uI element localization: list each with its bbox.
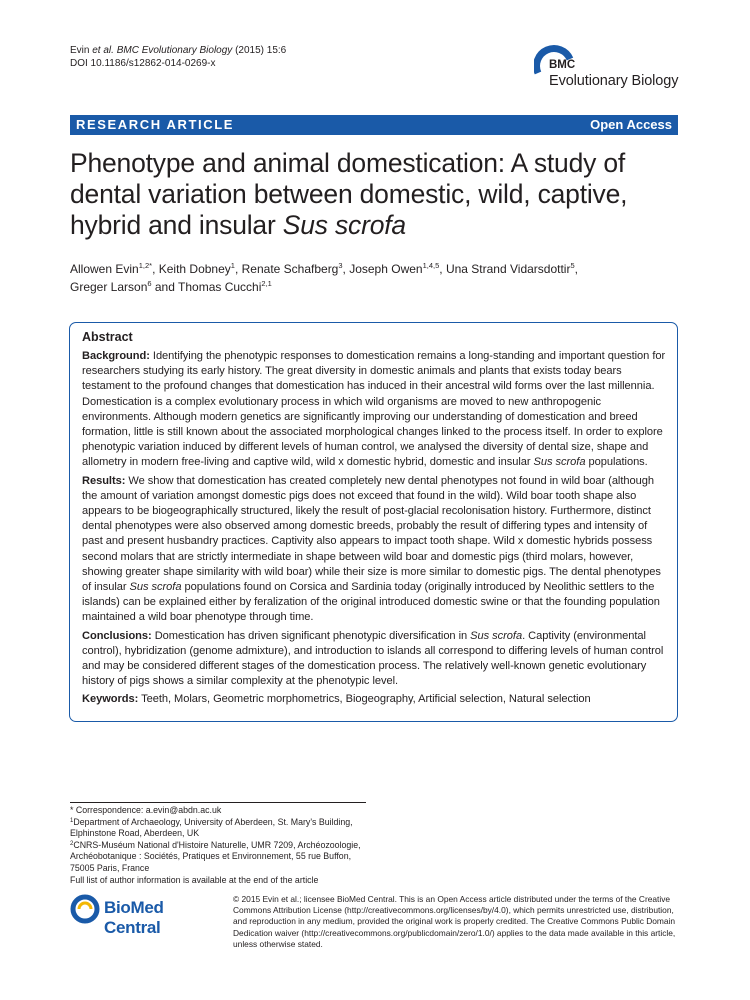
article-title (70, 148, 680, 241)
citation-volume: (2015) 15:6 (232, 45, 287, 56)
author-affiliation: 1,4,5 (422, 261, 440, 270)
section-text: . Captivity (environmental control), hybridization (genome admixture), and introduction to islands all correspond to differing levels of human control and may be considered different stages of the domestication process. The relatively well-known genetic evolutionary history of pigs shows a similar complexity at the phenotypic level. (82, 629, 664, 688)
citation-line (70, 44, 286, 57)
author-name: Allowen Evin (70, 262, 139, 276)
section-label: Keywords: (82, 693, 139, 706)
author-name: Joseph Owen (349, 262, 423, 276)
species-name: Sus scrofa (470, 629, 523, 642)
section-text: populations found on Corsica and Sardinia today (originally introduced by Neolithic settlers to the islands) can be explained either by feralization of the original introduced domestic swine or that the founding population maintained a wild boar phenotype through time. (82, 581, 660, 624)
author (349, 262, 439, 276)
article-type-banner (70, 115, 678, 135)
doi: DOI 10.1186/s12862-014-0269-x (70, 58, 216, 69)
title-species: Sus scrofa (282, 210, 406, 240)
author (242, 262, 343, 276)
abstract-background (82, 349, 667, 471)
author (70, 280, 152, 294)
author-separator: , (342, 262, 350, 276)
citation-authors: Evin (70, 45, 93, 56)
author-affiliation: 5 (570, 261, 575, 270)
author-separator: and (151, 280, 179, 294)
author-affiliation: 6 (147, 279, 152, 288)
section-label: Background: (82, 350, 150, 362)
keywords-text: Teeth, Molars, Geometric morphometrics, Biogeography, Artificial selection, Natural selection (138, 693, 591, 706)
abstract-keywords (82, 692, 667, 707)
title-line: dental variation between domestic, wild, captive, (70, 179, 628, 209)
author-list (70, 260, 680, 296)
section-text: Identifying the phenotypic responses to domestication remains a long-standing and important question for researchers studying its early history. The great diversity in domestic animals and plants that exists today bears testament to the profound changes that domestication has induced in their ancestral wild forms over the last millennia. Domestication is a complex evolutionary process in which wild organisms are moved to new anthropogenic environments. Although modern genetics are significantly improving our understanding of domestication and breed formation, little is still known about the associated morphological changes linked to the process itself. In order to explore phenotypic variation induced by different levels of human control, we analysed the diversity of dental size, shape and allometry in modern free-living and captive wild, wild x domestic hybrid, domestic and insular (82, 350, 666, 469)
author-name: Renate Schafberg (241, 262, 339, 276)
affiliation-text: CNRS-Muséum National d'Histoire Naturelle, UMR 7209, Archéozoologie, Archéobotanique : Sociétés, Pratiques et Environnement, 55 rue Buffon, 75005 Paris, France (70, 839, 361, 873)
affiliation-number: 1 (70, 817, 74, 824)
section-text: populations. (585, 456, 648, 469)
section-label: Conclusions: (82, 629, 152, 642)
citation-block (70, 44, 286, 70)
author-name: Una Strand Vidarsdottir (445, 262, 571, 276)
author-affiliation: 2,1 (261, 279, 272, 288)
author-name: Keith Dobney (158, 262, 231, 276)
full-list-note: Full list of author information is available at the end of the article (70, 874, 319, 885)
section-label: Results: (82, 474, 126, 487)
author-separator: , (152, 262, 159, 276)
abstract-box (69, 322, 678, 722)
citation-journal: et al. BMC Evolutionary Biology (92, 45, 233, 56)
affiliation (70, 817, 370, 840)
author (178, 280, 272, 294)
publisher-name: BioMed Central (104, 898, 164, 937)
journal-logo-large: Evolutionary Biology (549, 73, 679, 89)
affiliation-number: 2 (70, 840, 74, 847)
author (159, 262, 235, 276)
author (70, 262, 152, 276)
author-separator: , (234, 262, 242, 276)
journal-logo-small: BMC (549, 59, 576, 71)
footnote-divider (70, 802, 366, 803)
species-name: Sus scrofa (129, 581, 182, 594)
author-affiliation: 1 (230, 261, 235, 270)
abstract-conclusions (82, 629, 667, 690)
author-affiliation: 3 (338, 261, 343, 270)
biomed-central-icon (70, 894, 100, 924)
author-name: Greger Larson (70, 280, 148, 294)
journal-logo (534, 43, 684, 95)
author-separator: , (439, 262, 446, 276)
abstract-results (82, 474, 667, 626)
abstract-heading: Abstract (82, 330, 133, 344)
footnotes (70, 805, 370, 886)
section-text: We show that domestication has created completely new dental phenotypes not found in wild boar (although the amount of variation amongst domestic pigs does not exceed that found in the wild). Wild boar tooth shape also appears to be biogeographically structured, likely the result of post-glacial recolonisation history. Furthermore, distinct dental phenotypes were also observed among domestic breeds, probably the result of differing types and intensity of past and present husbandry practices. Captivity also appears to impact tooth shape. Wild x domestic hybrids possess second molars that are strictly intermediate in shape between wild boar and domestic pigs (third molars, however, showing greater shape similarity with wild boar) while their size is more similar to domestic pigs. The dental phenotypes of insular (82, 474, 661, 594)
open-access-label: Open Access (590, 117, 672, 132)
correspondence: * Correspondence: a.evin@abdn.ac.uk (70, 805, 222, 815)
abstract-body (82, 349, 667, 711)
title-line (70, 210, 680, 241)
author-affiliation: 1,2* (138, 261, 153, 270)
author-name: Thomas Cucchi (178, 280, 262, 294)
section-text: Domestication has driven significant phenotypic diversification in (151, 629, 471, 642)
author-separator: , (574, 262, 578, 276)
author (446, 262, 575, 276)
license-text: © 2015 Evin et al.; licensee BioMed Central. This is an Open Access article distributed under the terms of the Creative Commons Attribution License (http://creativecommons.org/licenses/by/4.0), which permits unrestricted use, distribution, and reproduction in any medium, provided the original work is properly credited. The Creative Commons Public Domain Dedication waiver (http://creativecommons.org/publicdomain/zero/1.0/) applies to the data made available in this article, unless otherwise stated. (233, 894, 676, 949)
title-line-plain: hybrid and insular (70, 210, 283, 240)
publisher-logo (70, 893, 220, 937)
affiliation (70, 840, 370, 875)
title-line: Phenotype and animal domestication: A study of (70, 148, 626, 178)
species-name: Sus scrofa (533, 456, 586, 469)
article-type: RESEARCH ARTICLE (76, 117, 235, 132)
affiliation-text: Department of Archaeology, University of Aberdeen, St. Mary's Building, Elphinstone Road, Aberdeen, UK (70, 816, 353, 839)
